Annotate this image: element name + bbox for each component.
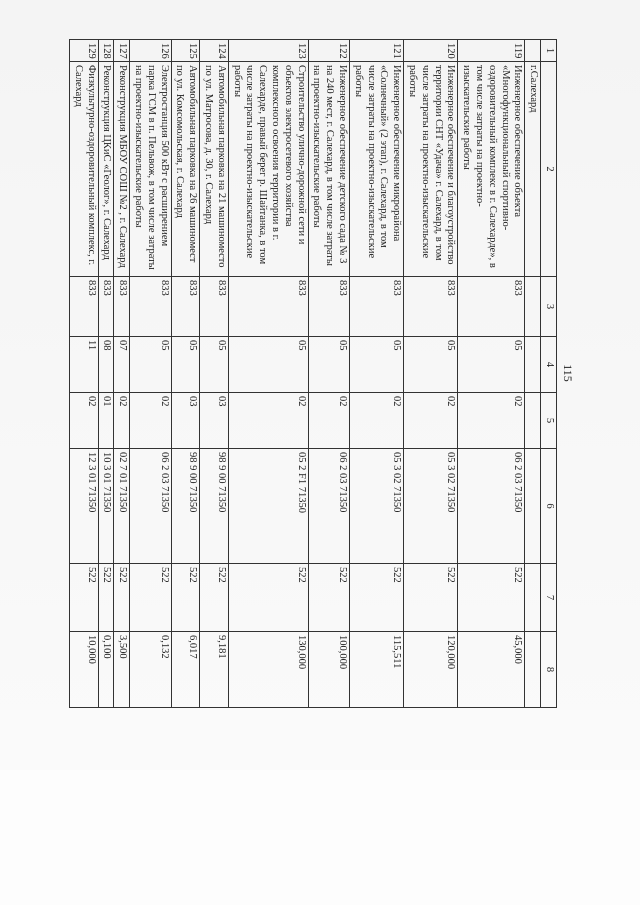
row-col-6	[525, 449, 541, 564]
row-col-7: 522	[171, 564, 200, 632]
row-col-5: 02	[130, 393, 171, 449]
row-col-3: 833	[130, 277, 171, 337]
row-col-7	[525, 564, 541, 632]
row-col-4: 05	[171, 337, 200, 393]
table-row	[404, 40, 458, 708]
row-col-3: 833	[114, 277, 130, 337]
row-col-8: 9,181	[200, 632, 229, 708]
row-col-5: 02	[228, 393, 308, 449]
row-col-4: 05	[350, 337, 404, 393]
row-number: 126	[130, 40, 171, 62]
row-col-7: 522	[114, 564, 130, 632]
row-name: Инженерное обеспечение детского сада № 3 на 240 мест, г. Салехард, в том числе затраты на проектно-изыскательские работы	[308, 62, 349, 277]
row-col-5: 02	[308, 393, 349, 449]
table-row	[171, 40, 200, 708]
table-row	[114, 40, 130, 708]
row-col-7: 522	[458, 564, 525, 632]
row-col-8: 120,000	[404, 632, 458, 708]
row-col-8: 130,000	[228, 632, 308, 708]
table-header-row	[541, 40, 557, 708]
row-col-4: 05	[228, 337, 308, 393]
row-col-5: 02	[350, 393, 404, 449]
row-col-4	[525, 337, 541, 393]
row-col-7: 522	[200, 564, 229, 632]
table-row	[525, 40, 541, 708]
row-number: 120	[404, 40, 458, 62]
row-col-5: 02	[114, 393, 130, 449]
row-col-3: 833	[200, 277, 229, 337]
row-col-6: 98 9 00 71350	[200, 449, 229, 564]
table-row	[130, 40, 171, 708]
row-number: 123	[228, 40, 308, 62]
row-name: Инженерное обеспечение микрорайона «Солнечный» (2 этап), г. Салехард, в том числе затраты на проектно-изыскательские работы	[350, 62, 404, 277]
row-col-7: 522	[228, 564, 308, 632]
budget-table	[69, 39, 557, 708]
table-row	[200, 40, 229, 708]
row-name: Электростанция 500 кВт с расширением парка ГСМ в п. Пельвож, в том числе затраты на проектно-изыскательские работы	[130, 62, 171, 277]
row-col-5: 03	[200, 393, 229, 449]
row-col-6: 12 3 01 71350	[70, 449, 99, 564]
row-col-6: 98 9 00 71350	[171, 449, 200, 564]
row-col-6: 10 3 01 71350	[98, 449, 114, 564]
row-col-8: 100,000	[308, 632, 349, 708]
row-col-8: 0,132	[130, 632, 171, 708]
row-name: Физкультурно-оздоровительный комплекс, г. Салехард	[70, 62, 99, 277]
header-col-4: 4	[541, 337, 557, 393]
row-col-6: 05 2 F1 71350	[228, 449, 308, 564]
row-name: г.Салехард	[525, 62, 541, 277]
row-name: Инженерное обеспечение объекта «Многофункциональный спортивно-оздоровительный комплекс в г. Салехарде», в том числе затраты на проектно-изыскательские работы	[458, 62, 525, 277]
row-col-6: 05 3 02 71350	[350, 449, 404, 564]
row-col-5: 03	[171, 393, 200, 449]
row-col-4: 11	[70, 337, 99, 393]
table-row	[98, 40, 114, 708]
row-col-3: 833	[171, 277, 200, 337]
row-col-7: 522	[130, 564, 171, 632]
row-name: Строительство улично-дорожной сети и объектов электросетевого хозяйства комплексного освоения территории в г. Салехарде, правый берег р. Шайтанка, в том числе затраты на проектно-изыскательские работы	[228, 62, 308, 277]
row-col-6: 06 2 03 71350	[130, 449, 171, 564]
row-col-5: 01	[98, 393, 114, 449]
row-col-4: 05	[458, 337, 525, 393]
row-number: 124	[200, 40, 229, 62]
row-number: 122	[308, 40, 349, 62]
row-col-5: 02	[404, 393, 458, 449]
table-row	[70, 40, 99, 708]
row-number	[525, 40, 541, 62]
table-row	[228, 40, 308, 708]
row-col-7: 522	[98, 564, 114, 632]
row-number: 127	[114, 40, 130, 62]
row-col-8: 3,500	[114, 632, 130, 708]
table-row	[458, 40, 525, 708]
row-col-3: 833	[458, 277, 525, 337]
row-name: Реконструкция ЦКиС «Геолог», г. Салехард	[98, 62, 114, 277]
row-col-6: 05 3 02 71350	[404, 449, 458, 564]
row-col-3	[525, 277, 541, 337]
header-col-8: 8	[541, 632, 557, 708]
row-col-7: 522	[350, 564, 404, 632]
row-col-8: 115,511	[350, 632, 404, 708]
row-col-7: 522	[308, 564, 349, 632]
row-col-7: 522	[404, 564, 458, 632]
row-col-5: 02	[458, 393, 525, 449]
row-col-4: 08	[98, 337, 114, 393]
row-col-8	[525, 632, 541, 708]
row-col-6: 02 7 01 71350	[114, 449, 130, 564]
row-col-6: 06 2 03 71350	[308, 449, 349, 564]
row-col-5	[525, 393, 541, 449]
page-number: 115	[561, 364, 575, 382]
header-col-3: 3	[541, 277, 557, 337]
header-col-1: 1	[541, 40, 557, 62]
row-col-3: 833	[308, 277, 349, 337]
header-col-6: 6	[541, 449, 557, 564]
table-row	[308, 40, 349, 708]
row-name: Автомобильная парковка на 21 машиноместо по ул. Матросова, д. 30, г. Салехард	[200, 62, 229, 277]
row-col-4: 05	[200, 337, 229, 393]
row-col-4: 05	[404, 337, 458, 393]
header-col-2: 2	[541, 62, 557, 277]
row-col-4: 07	[114, 337, 130, 393]
rotated-content	[65, 33, 575, 713]
row-col-8: 45,000	[458, 632, 525, 708]
row-col-8: 0,100	[98, 632, 114, 708]
row-col-3: 833	[350, 277, 404, 337]
row-number: 121	[350, 40, 404, 62]
row-number: 125	[171, 40, 200, 62]
row-col-7: 522	[70, 564, 99, 632]
row-number: 128	[98, 40, 114, 62]
row-name: Автомобильная парковка на 26 машиномест по ул. Комсомольская, г. Салехард	[171, 62, 200, 277]
row-number: 119	[458, 40, 525, 62]
header-col-5: 5	[541, 393, 557, 449]
row-col-8: 6,017	[171, 632, 200, 708]
row-col-8: 10,000	[70, 632, 99, 708]
table-row	[350, 40, 404, 708]
row-col-3: 833	[70, 277, 99, 337]
row-number: 129	[70, 40, 99, 62]
row-col-6: 06 2 03 71350	[458, 449, 525, 564]
row-col-4: 05	[130, 337, 171, 393]
row-name: Инженерное обеспечение и благоустройство территории СНТ «Удача» г. Салехард, в том числе затраты на проектно-изыскательские работы	[404, 62, 458, 277]
row-name: Реконструкция МБОУ СОШ №2 , г. Салехард	[114, 62, 130, 277]
header-col-7: 7	[541, 564, 557, 632]
row-col-3: 833	[404, 277, 458, 337]
row-col-4: 05	[308, 337, 349, 393]
row-col-3: 833	[98, 277, 114, 337]
row-col-3: 833	[228, 277, 308, 337]
row-col-5: 02	[70, 393, 99, 449]
